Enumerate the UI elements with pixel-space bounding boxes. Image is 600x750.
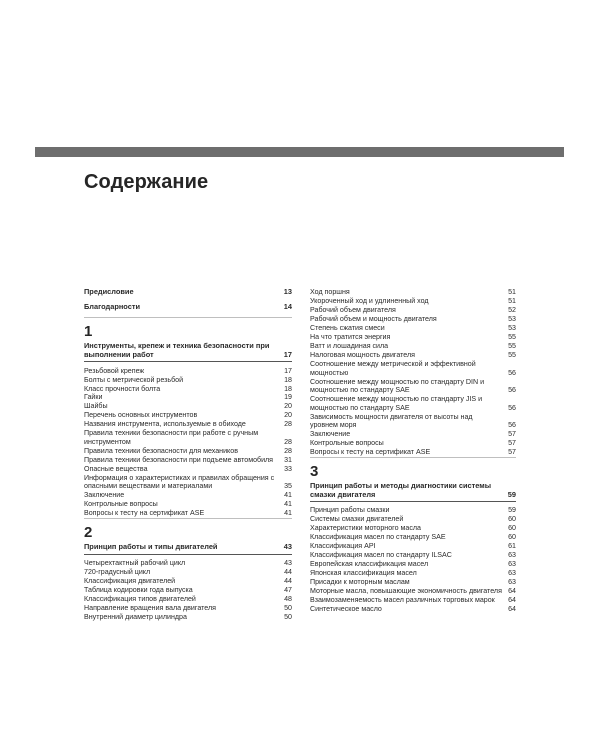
toc-entry[interactable] [310,448,516,457]
entry-title: Степень сжатия смеси [310,324,385,333]
entry-title: Классификация API [310,542,376,551]
toc-entry[interactable] [310,306,516,315]
chapter-underline [310,501,516,502]
chapter-underline [84,361,292,362]
entry-title: Правила техники безопасности при подъеме автомобиля [84,455,274,464]
page-title: Содержание [84,171,209,193]
entry-page-number: 55 [508,342,516,350]
entry-title: Информация о характеристиках и правилах обращения с опасными веществами и материалами [84,473,275,491]
continued-entry-list [310,288,516,457]
toc-entry[interactable] [84,559,292,568]
entry-title: Классификация масел по стандарту ILSAC [310,551,452,560]
entry-page-number: 19 [284,393,292,402]
entry-page-number: 60 [508,515,516,524]
entry-page-number: 20 [284,411,292,420]
toc-entry[interactable] [84,420,292,429]
entry-title: Рабочий объем двигателя [310,306,396,315]
chapter-entry-list [84,559,292,622]
entry-page-number: 44 [284,567,292,576]
entry-title: Принцип работы смазки [310,506,390,515]
entry-page-number: 31 [284,455,292,464]
toc-entry[interactable] [310,533,516,542]
chapter-entry-list [310,506,516,614]
toc-entry[interactable] [310,297,516,306]
entry-page-number: 56 [508,421,516,430]
entry-page-number: 53 [508,315,516,324]
entry-title: Характеристики моторного масла [310,524,421,533]
chapter-block [84,317,292,518]
toc-entry[interactable] [310,551,516,560]
toc-entry[interactable] [84,393,292,402]
entry-page-number: 18 [284,375,292,384]
toc-entry[interactable] [310,351,516,360]
entry-page-number: 55 [508,333,516,342]
entry-title: Классификация масел по стандарту SAE [310,533,446,542]
entry-title: Взаимозаменяемость масел различных торговых марок [310,595,495,604]
toc-entry[interactable] [84,429,292,447]
entry-title: Таблица кодировки года выпуска [84,585,193,594]
header-bar [35,147,564,157]
toc-entry[interactable] [84,375,292,384]
entry-title: Налоговая мощность двигателя [310,350,415,359]
entry-page-number: 61 [508,542,516,551]
toc-entry[interactable] [310,596,516,605]
toc-left-column [84,288,292,621]
toc-entry[interactable] [310,315,516,324]
entry-title: Синтетическое масло [310,604,382,613]
entry-title: Ход поршня [310,288,350,297]
entry-page-number: 63 [508,569,516,578]
entry-page-number: 60 [508,524,516,533]
chapter-heading[interactable] [84,342,292,361]
entry-title: Присадки к моторным маслам [310,578,410,587]
toc-entry[interactable] [310,578,516,587]
entry-title: Направление вращения вала двигателя [84,603,216,612]
toc-entry[interactable] [310,288,516,297]
entry-title: Контрольные вопросы [84,500,158,509]
toc-entry[interactable] [84,474,292,492]
entry-title: Заключение [310,430,351,439]
chapter-page-number: 17 [283,349,292,359]
chapter-heading[interactable] [310,482,516,501]
entry-page-number: 47 [284,585,292,594]
entry-title: Укороченный ход и удлиненный ход [310,297,429,306]
entry-page-number: 59 [508,506,516,515]
entry-page-number: 56 [508,368,516,377]
toc-entry[interactable] [84,447,292,456]
entry-page-number: 43 [284,558,292,567]
toc-entry[interactable] [310,324,516,333]
entry-page-number: 48 [284,594,292,603]
toc-entry[interactable] [310,342,516,351]
chapter-number: 3 [310,462,319,480]
entry-page-number: 20 [284,402,292,411]
chapter-list [310,457,516,614]
entry-title: Японская классификация масел [310,569,417,578]
entry-page-number: 41 [284,500,292,509]
toc-entry[interactable] [84,595,292,604]
toc-entry[interactable] [84,456,292,465]
entry-page-number: 50 [284,603,292,612]
entry-page-number: 53 [508,324,516,333]
toc-entry[interactable] [310,412,516,430]
entry-page-number: 51 [508,288,516,297]
chapter-separator [310,457,516,458]
preface-entry[interactable] [84,288,292,297]
toc-entry[interactable] [84,604,292,613]
toc-entry[interactable] [310,524,516,533]
entry-page-number: 64 [508,595,516,604]
entry-title: Вопросы к тесту на сертификат ASE [84,509,205,518]
entry-page-number: 56 [508,403,516,412]
toc-entry[interactable] [84,568,292,577]
entry-title: Соотношение между метрической и эффективной мощностью [310,359,476,377]
entry-title: Моторные масла, повышающие экономичность двигателя [310,587,502,595]
entry-title: Контрольные вопросы [310,439,384,448]
chapter-underline [84,554,292,555]
entry-title: Соотношение между мощностью по стандарту DIN и мощностью по стандарту SAE [310,377,485,395]
entry-page-number: 50 [284,612,292,621]
entry-title: На что тратится энергия [310,333,391,342]
entry-page-number: 33 [284,464,292,473]
entry-page-number: 64 [508,587,516,595]
entry-page-number: 56 [508,386,516,395]
chapter-list [84,317,292,621]
entry-page-number: 41 [284,491,292,500]
entry-page-number: 13 [283,287,292,296]
entry-page-number: 28 [284,437,292,446]
toc-entry[interactable] [310,560,516,569]
entry-title: Класс прочности болта [84,384,161,393]
entry-page-number: 60 [508,533,516,542]
entry-page-number: 64 [508,604,516,613]
entry-title: Названия инструмента, используемые в обиходе [84,420,246,429]
entry-title: 720-градусный цикл [84,567,151,576]
entry-title: Внутренний диаметр цилиндра [84,612,187,621]
toc-entry[interactable] [84,465,292,474]
toc-entry[interactable] [84,366,292,375]
toc-entry[interactable] [310,506,516,515]
toc-entry[interactable] [310,542,516,551]
entry-title: Соотношение между мощностью по стандарту JIS и мощностью по стандарту SAE [310,395,483,412]
entry-title: Зависимость мощности двигателя от высоты над уровнем моря [310,412,473,430]
entry-title: Четырехтактный рабочий цикл [84,558,186,567]
entry-page-number: 55 [508,350,516,359]
toc-entry[interactable] [84,577,292,586]
toc-entry[interactable] [84,509,292,518]
entry-page-number: 57 [508,448,516,457]
entry-title: Болты с метрической резьбой [84,375,184,384]
toc-entry[interactable] [310,395,516,413]
entry-title: Благодарности [84,301,140,311]
toc-entry[interactable] [310,430,516,439]
chapter-number: 2 [84,524,93,542]
toc-entry[interactable] [310,333,516,342]
toc-entry[interactable] [310,587,516,596]
chapter-separator [84,518,292,519]
entry-page-number: 51 [508,297,516,306]
entry-title: Перечень основных инструментов [84,411,198,420]
chapter-title: Принцип работы и типы двигателей [84,542,218,552]
toc-entry[interactable] [84,586,292,595]
entry-page-number: 63 [508,551,516,560]
toc-entry[interactable] [84,384,292,393]
toc-entry[interactable] [84,402,292,411]
entry-page-number: 44 [284,576,292,585]
toc-entry[interactable] [310,439,516,448]
toc-entry[interactable] [84,491,292,500]
toc-right-column [310,288,516,614]
chapter-title: Инструменты, крепеж и техника безопасности при выполнении работ [84,341,270,359]
toc-entry[interactable] [84,613,292,622]
chapter-page-number: 59 [507,489,516,499]
entry-title: Правила техники безопасности для механиков [84,446,238,455]
entry-page-number: 28 [284,420,292,429]
toc-entry[interactable] [310,360,516,378]
entry-page-number: 17 [284,366,292,375]
chapter-number: 1 [84,323,93,341]
toc-entry[interactable] [310,377,516,395]
entry-page-number: 63 [508,578,516,587]
entry-title: Правила техники безопасности при работе с ручным инструментом [84,429,259,446]
entry-page-number: 63 [508,560,516,569]
entry-title: Вопросы к тесту на сертификат ASE [310,448,431,457]
preface-list [84,288,292,311]
toc-entry[interactable] [310,569,516,578]
entry-page-number: 28 [284,446,292,455]
entry-title: Классификация типов двигателей [84,594,196,603]
toc-entry[interactable] [84,500,292,509]
entry-title: Системы смазки двигателей [310,515,404,524]
chapter-entry-list [84,366,292,518]
entry-title: Шайбы [84,402,108,411]
toc-entry[interactable] [310,515,516,524]
entry-title: Предисловие [84,287,134,296]
entry-title: Гайки [84,393,103,402]
entry-page-number: 57 [508,439,516,448]
entry-page-number: 14 [283,301,292,311]
chapter-block [310,457,516,614]
chapter-title: Принцип работы и методы диагностики системы смазки двигателя [310,480,492,499]
entry-page-number: 57 [508,430,516,439]
chapter-block [84,518,292,621]
entry-title: Рабочий объем и мощность двигателя [310,315,437,324]
entry-page-number: 41 [284,509,292,518]
toc-entry[interactable] [310,605,516,614]
entry-page-number: 18 [284,384,292,393]
preface-entry[interactable] [84,303,292,312]
chapter-page-number: 43 [283,542,292,552]
entry-title: Опасные вещества [84,464,148,473]
entry-title: Резьбовой крепеж [84,366,145,375]
entry-title: Заключение [84,491,125,500]
entry-title: Европейская классификация масел [310,560,429,569]
entry-page-number: 35 [284,482,292,491]
toc-entry[interactable] [84,411,292,420]
entry-page-number: 52 [508,306,516,315]
chapter-separator [84,317,292,318]
entry-title: Классификация двигателей [84,576,176,585]
chapter-heading[interactable] [84,543,292,554]
entry-title: Ватт и лошадиная сила [310,342,389,350]
